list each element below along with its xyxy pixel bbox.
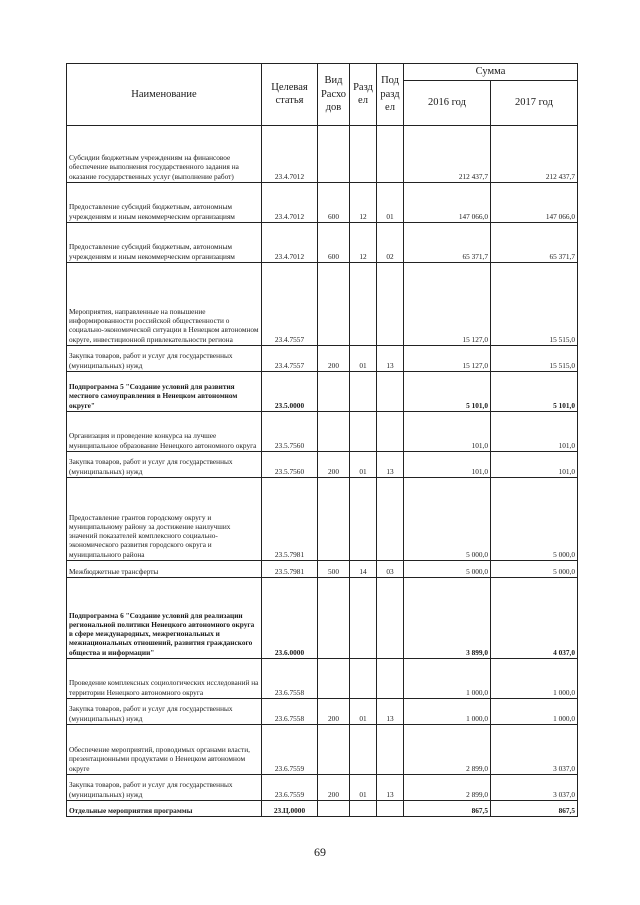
- sum-2016: 2 899,0: [404, 774, 491, 800]
- row-name: Закупка товаров, работ и услуг для государственных (муниципальных) нужд: [67, 345, 262, 371]
- expense-type: [318, 724, 350, 774]
- target-code: 23.4.7012: [262, 125, 318, 182]
- row-name: Субсидии бюджетным учреждениям на финансовое обеспечение выполнения государственного задания на оказание государственных услуг (выполнение работ): [67, 125, 262, 182]
- expense-type: 200: [318, 345, 350, 371]
- table-row: [67, 222, 578, 262]
- section: [350, 411, 377, 451]
- target-code: 23.5.0000: [262, 371, 318, 411]
- target-code: 23.4.7012: [262, 182, 318, 222]
- row-name: Закупка товаров, работ и услуг для государственных (муниципальных) нужд: [67, 451, 262, 477]
- header-sum: Сумма: [404, 64, 578, 81]
- expense-type: 200: [318, 698, 350, 724]
- section: [350, 658, 377, 698]
- target-code: 23.6.7559: [262, 774, 318, 800]
- expense-type: [318, 371, 350, 411]
- row-name: Предоставление грантов городскому округу и муниципальному району за достижение наилучших значений показателей комплексного социально-экономического развития городского округа и муниципального района: [67, 477, 262, 560]
- expense-type: [318, 658, 350, 698]
- table-row: [67, 262, 578, 345]
- sum-2016: 15 127,0: [404, 345, 491, 371]
- table-row: [67, 577, 578, 658]
- section: 12: [350, 182, 377, 222]
- expense-type: 200: [318, 451, 350, 477]
- section: [350, 800, 377, 816]
- sum-2016: 1 000,0: [404, 658, 491, 698]
- table-body: [67, 125, 578, 816]
- row-name: Мероприятия, направленные на повышение информированности российской общественности о социально-экономической ситуации в Ненецком автономном округе, инвестиционной привлекательности региона: [67, 262, 262, 345]
- page-number: 69: [314, 845, 326, 859]
- subsection: 13: [377, 774, 404, 800]
- expense-type: [318, 125, 350, 182]
- subsection: 03: [377, 560, 404, 577]
- target-code: 23.4.7557: [262, 345, 318, 371]
- sum-2016: 101,0: [404, 451, 491, 477]
- sum-2017: 5 000,0: [491, 560, 578, 577]
- sum-2016: 212 437,7: [404, 125, 491, 182]
- subsection: [377, 262, 404, 345]
- subsection: [377, 125, 404, 182]
- section: [350, 125, 377, 182]
- sum-2017: 4 037,0: [491, 577, 578, 658]
- expense-type: 500: [318, 560, 350, 577]
- target-code: 23.4.7012: [262, 222, 318, 262]
- table-row: [67, 658, 578, 698]
- section: [350, 577, 377, 658]
- target-code: 23.4.7557: [262, 262, 318, 345]
- sum-2016: 1 000,0: [404, 698, 491, 724]
- row-name: Обеспечение мероприятий, проводимых органами власти, презентационными продуктами о Ненецком автономном округе: [67, 724, 262, 774]
- sum-2017: 5 101,0: [491, 371, 578, 411]
- table-row: [67, 698, 578, 724]
- subsection: [377, 477, 404, 560]
- sum-2017: 101,0: [491, 411, 578, 451]
- sum-2017: 3 037,0: [491, 774, 578, 800]
- table-row: [67, 182, 578, 222]
- sum-2016: 867,5: [404, 800, 491, 816]
- subsection: [377, 371, 404, 411]
- expense-type: 600: [318, 222, 350, 262]
- header-section: Разд ел: [350, 64, 377, 126]
- table-row: [67, 345, 578, 371]
- subsection: [377, 800, 404, 816]
- sum-2016: 15 127,0: [404, 262, 491, 345]
- row-name: Отдельные мероприятия программы: [67, 800, 262, 816]
- row-name: Предоставление субсидий бюджетным, автономным учреждениям и иным некоммерческим организациям: [67, 222, 262, 262]
- row-name: Организация и проведение конкурса на лучшее муниципальное образование Ненецкого автономного округа: [67, 411, 262, 451]
- table-row: [67, 125, 578, 182]
- expense-type: [318, 577, 350, 658]
- row-name: Межбюджетные трансферты: [67, 560, 262, 577]
- subsection: 13: [377, 698, 404, 724]
- table-row: [67, 800, 578, 816]
- row-name: Подпрограмма 5 "Создание условий для развития местного самоуправления в Ненецком автономном округе": [67, 371, 262, 411]
- section: 14: [350, 560, 377, 577]
- row-name: Подпрограмма 6 "Создание условий для реализации региональной политики Ненецкого автономного округа в сфере международных, межрегиональных и межнациональных отношений, развития гражданского общества и информации": [67, 577, 262, 658]
- sum-2017: 15 515,0: [491, 345, 578, 371]
- table-row: [67, 477, 578, 560]
- target-code: 23.6.7558: [262, 698, 318, 724]
- target-code: 23.5.7981: [262, 477, 318, 560]
- budget-table: [66, 63, 578, 817]
- target-code: 23.6.7559: [262, 724, 318, 774]
- header-row: [67, 64, 578, 81]
- header-year-2017: 2017 год: [491, 80, 578, 125]
- header-year-2016: 2016 год: [404, 80, 491, 125]
- target-code: 23.6.0000: [262, 577, 318, 658]
- target-code: 23.5.7560: [262, 411, 318, 451]
- header-subsection: Под разд ел: [377, 64, 404, 126]
- sum-2016: 147 066,0: [404, 182, 491, 222]
- target-code: 23.5.7560: [262, 451, 318, 477]
- sum-2017: 15 515,0: [491, 262, 578, 345]
- section: 01: [350, 774, 377, 800]
- section: [350, 477, 377, 560]
- sum-2016: 5 000,0: [404, 560, 491, 577]
- expense-type: [318, 800, 350, 816]
- subsection: 13: [377, 345, 404, 371]
- sum-2017: 212 437,7: [491, 125, 578, 182]
- sum-2016: 101,0: [404, 411, 491, 451]
- subsection: [377, 411, 404, 451]
- sum-2017: 3 037,0: [491, 724, 578, 774]
- table-row: [67, 411, 578, 451]
- section: [350, 371, 377, 411]
- header-type: Вид Расхо дов: [318, 64, 350, 126]
- row-name: Закупка товаров, работ и услуг для государственных (муниципальных) нужд: [67, 698, 262, 724]
- row-name: Закупка товаров, работ и услуг для государственных (муниципальных) нужд: [67, 774, 262, 800]
- row-name: Предоставление субсидий бюджетным, автономным учреждениям и иным некоммерческим организациям: [67, 182, 262, 222]
- expense-type: 600: [318, 182, 350, 222]
- sum-2017: 867,5: [491, 800, 578, 816]
- sum-2017: 147 066,0: [491, 182, 578, 222]
- subsection: 02: [377, 222, 404, 262]
- sum-2016: 5 101,0: [404, 371, 491, 411]
- section: [350, 724, 377, 774]
- expense-type: [318, 262, 350, 345]
- sum-2017: 101,0: [491, 451, 578, 477]
- sum-2017: 1 000,0: [491, 698, 578, 724]
- section: 01: [350, 698, 377, 724]
- sum-2017: 1 000,0: [491, 658, 578, 698]
- table-row: [67, 371, 578, 411]
- subsection: [377, 658, 404, 698]
- subsection: 01: [377, 182, 404, 222]
- expense-type: [318, 411, 350, 451]
- header-name: Наименование: [67, 64, 262, 126]
- subsection: [377, 724, 404, 774]
- sum-2017: 65 371,7: [491, 222, 578, 262]
- subsection: 13: [377, 451, 404, 477]
- sum-2016: 65 371,7: [404, 222, 491, 262]
- sum-2016: 2 899,0: [404, 724, 491, 774]
- section: 01: [350, 345, 377, 371]
- row-name: Проведение комплексных социологических исследований на территории Ненецкого автономного округа: [67, 658, 262, 698]
- target-code: 23.Ц.0000: [262, 800, 318, 816]
- table-row: [67, 724, 578, 774]
- sum-2016: 5 000,0: [404, 477, 491, 560]
- table-row: [67, 451, 578, 477]
- target-code: 23.5.7981: [262, 560, 318, 577]
- expense-type: 200: [318, 774, 350, 800]
- section: 01: [350, 451, 377, 477]
- table-row: [67, 774, 578, 800]
- sum-2017: 5 000,0: [491, 477, 578, 560]
- expense-type: [318, 477, 350, 560]
- subsection: [377, 577, 404, 658]
- header-target: Целевая статья: [262, 64, 318, 126]
- target-code: 23.6.7558: [262, 658, 318, 698]
- section: [350, 262, 377, 345]
- table-row: [67, 560, 578, 577]
- sum-2016: 3 899,0: [404, 577, 491, 658]
- section: 12: [350, 222, 377, 262]
